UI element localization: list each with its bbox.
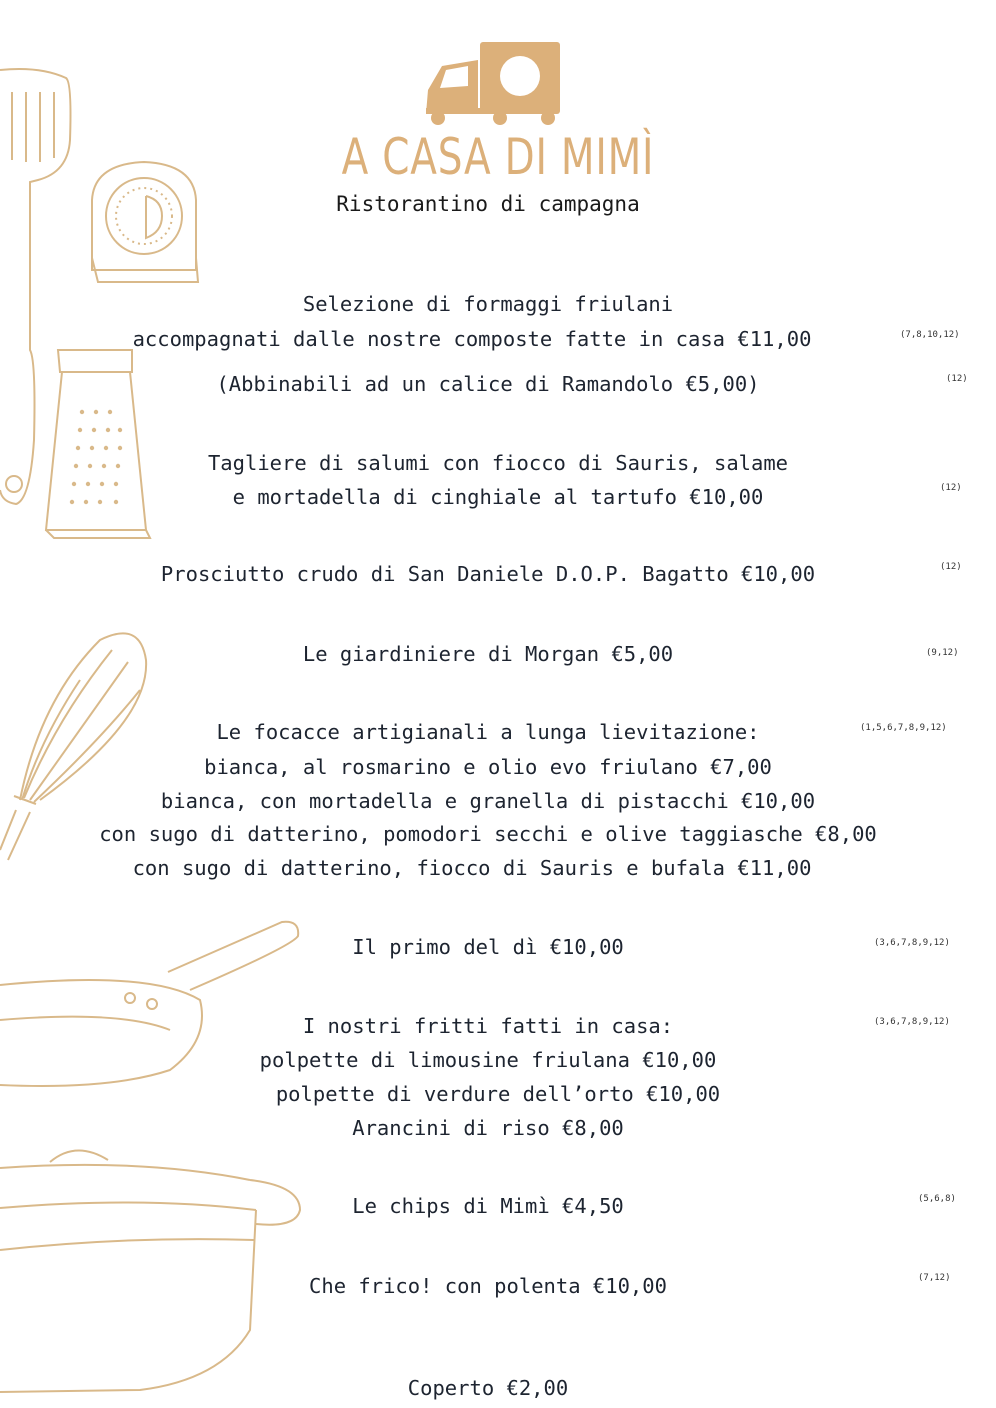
allergen-frico: (7,12)	[918, 1273, 951, 1283]
menu-item-focacce-title: Le focacce artigianali a lunga lievitazione:	[216, 720, 760, 744]
allergen-focacce: (1,5,6,7,8,9,12)	[860, 723, 947, 733]
allergen-chips: (5,6,8)	[918, 1194, 956, 1204]
brand-tagline: Ristorantino di campagna	[336, 192, 640, 216]
allergen-primo: (3,6,7,8,9,12)	[874, 938, 950, 948]
allergen-giardiniere: (9,12)	[926, 648, 959, 658]
menu-item-focacce-option: con sugo di datterino, pomodori secchi e olive taggiasche €8,00	[99, 822, 877, 846]
menu-item-tagliere-line1: Tagliere di salumi con fiocco di Sauris, salame	[207, 451, 789, 475]
menu-item-giardiniere: Le giardiniere di Morgan €5,00	[302, 642, 674, 666]
menu-item-fritti-option: polpette di limousine friulana €10,00	[259, 1048, 717, 1072]
menu-item-formaggi-line2: accompagnati dalle nostre composte fatte in casa €11,00	[132, 327, 812, 351]
allergen-pairing: (12)	[946, 374, 968, 384]
menu-item-focacce-option: bianca, al rosmarino e olio evo friulano €7,00	[204, 755, 772, 779]
allergen-prosciutto: (12)	[940, 562, 962, 572]
menu-item-formaggi-pairing: (Abbinabili ad un calice di Ramandolo €5,00)	[216, 372, 760, 396]
menu-item-fritti-title: I nostri fritti fatti in casa:	[302, 1014, 674, 1038]
menu-item-frico: Che frico! con polenta €10,00	[309, 1274, 667, 1298]
allergen-fritti: (3,6,7,8,9,12)	[874, 1017, 950, 1027]
casserole-pot-icon	[0, 1150, 300, 1392]
brand-name: A CASA DI MIMÌ	[341, 128, 655, 186]
coperto: Coperto €2,00	[407, 1376, 569, 1400]
allergen-tagliere: (12)	[940, 483, 962, 493]
menu-item-focacce-option: con sugo di datterino, fiocco di Sauris e bufala €11,00	[132, 856, 812, 880]
menu-item-primo: Il primo del dì €10,00	[352, 935, 624, 959]
menu-item-formaggi-line1: Selezione di formaggi friulani	[302, 292, 674, 316]
menu-item-prosciutto: Prosciutto crudo di San Daniele D.O.P. Bagatto €10,00	[160, 562, 816, 586]
allergen-formaggi: (7,8,10,12)	[900, 330, 960, 340]
menu-item-fritti-option: polpette di verdure dell’orto €10,00	[275, 1082, 721, 1106]
spatula-icon	[0, 69, 71, 504]
menu-item-tagliere-line2: e mortadella di cinghiale al tartufo €10,00	[232, 485, 764, 509]
menu-item-focacce-option: bianca, con mortadella e granella di pistacchi €10,00	[160, 789, 816, 813]
menu-item-fritti-option: Arancini di riso €8,00	[352, 1116, 624, 1140]
menu-item-chips: Le chips di Mimì €4,50	[352, 1194, 624, 1218]
